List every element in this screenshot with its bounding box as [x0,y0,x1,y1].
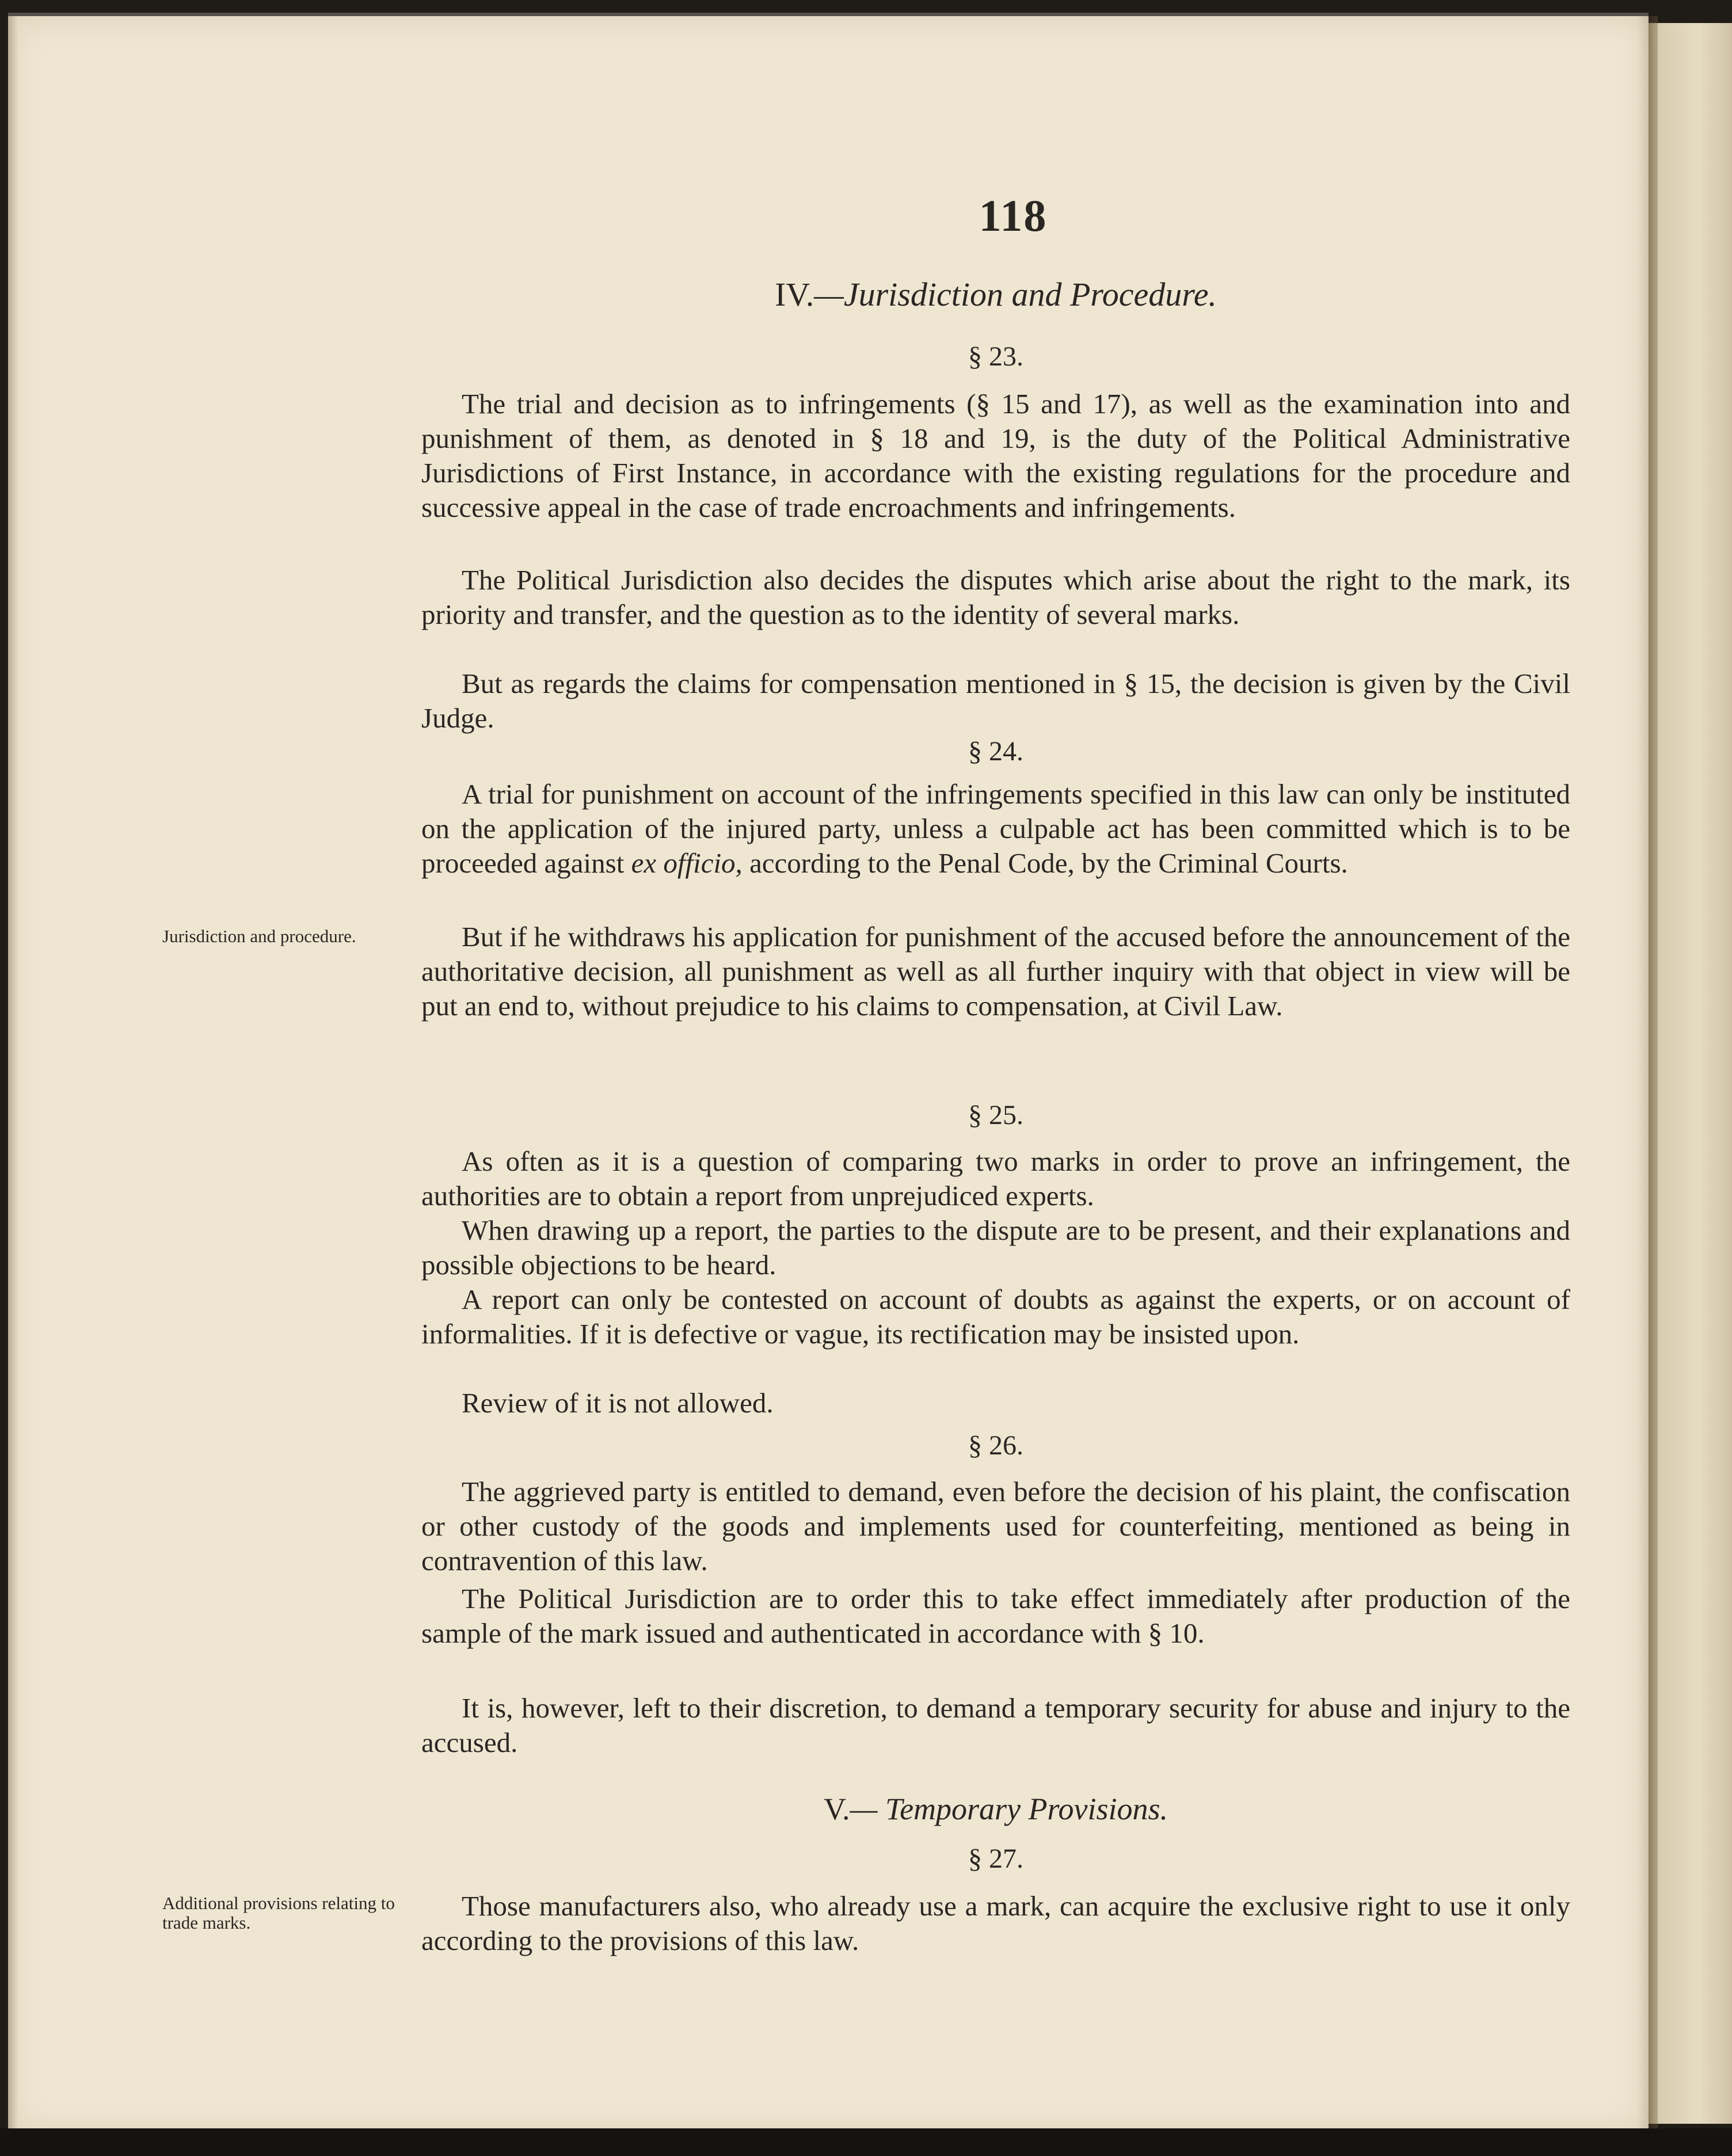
s27-paragraph-1: Those manufacturers also, who already use a mark, can acquire the exclusive right to use it only according to the provisions of this law. [421,1890,1570,1956]
facing-page-edge [1649,23,1732,2124]
section-27-label: § 27. [968,1843,1023,1874]
part-iv-title: —Jurisdiction and Procedure. [814,276,1217,313]
s25-paragraph-2: When drawing up a report, the parties to the dispute are to be present, and their explanations and possible objections to be heard. [421,1214,1570,1281]
s25-paragraph-3: A report can only be contested on account of doubts as against the experts, or on account of informalities. If it is defective or vague, its rectification may be insisted upon. [421,1283,1570,1350]
s23-paragraph-1: The trial and decision as to infringements (§ 15 and 17), as well as the examination into and punishment of them, as denoted in § 18 and 19, is the duty of the Political Administrative Jurisdictions of First Instance, in accordance with the existing regulations for the procedure and successive appeal in the case of trade encroachments and infringements. [421,388,1570,523]
part-iv-numeral: IV. [775,276,814,313]
part-iv-heading [414,275,1577,314]
s24-p1-text-b: according to the Penal Code, by the Criminal Courts. [742,847,1348,879]
section-26-label: § 26. [968,1430,1023,1461]
margin-note-additional-provisions: Additional provisions relating to trade marks. [162,1893,395,1933]
s25-paragraph-1: As often as it is a question of comparing two marks in order to prove an infringement, the authorities are to obtain a report from unprejudiced experts. [421,1145,1570,1212]
page-number: 118 [979,191,1048,241]
s23-paragraph-3: But as regards the claims for compensation mentioned in § 15, the decision is given by the Civil Judge. [421,668,1570,734]
page-gutter-shadow [1637,16,1658,2134]
section-23-label: § 23. [968,341,1023,372]
scan-bottom-edge [0,2128,1732,2156]
s26-paragraph-2: The Political Jurisdiction are to order this to take effect immediately after production of the sample of the mark issued and authenticated in accordance with § 10. [421,1583,1570,1649]
s24-paragraph-1 [421,777,1570,881]
page-left-edge [8,16,18,2134]
part-v-numeral: V. [823,1792,850,1826]
s26-paragraph-1: The aggrieved party is entitled to demand, even before the decision of his plaint, the confiscation or other custody of the goods and implements used for counterfeiting, mentioned as being in contravention of this law. [421,1476,1570,1576]
s25-paragraph-4: Review of it is not allowed. [462,1387,774,1419]
section-24-label: § 24. [968,736,1023,767]
s24-p1-text-a: A trial for punishment on account of the infringements specified in this law can only be instituted on the application of the injured party, unless a culpable act has been committed which is to be proceeded against [421,778,1570,879]
s24-p1-italic: ex officio, [631,847,743,879]
section-25-label: § 25. [968,1100,1023,1130]
part-v-heading [414,1791,1577,1827]
s26-paragraph-3: It is, however, left to their discretion, to demand a temporary security for abuse and injury to the accused. [421,1692,1570,1758]
margin-note-jurisdiction: Jurisdiction and procedure. [162,926,356,946]
s23-paragraph-2: The Political Jurisdiction also decides the disputes which arise about the right to the mark, its priority and transfer, and the question as to the identity of several marks. [421,564,1570,630]
part-v-title: — Temporary Provisions. [850,1792,1168,1826]
s24-paragraph-2: But if he withdraws his application for punishment of the accused before the announcement of the authoritative decision, all punishment as well as all further inquiry with that object in view will be put an end to, without prejudice to his claims to compensation, at Civil Law. [421,921,1570,1022]
